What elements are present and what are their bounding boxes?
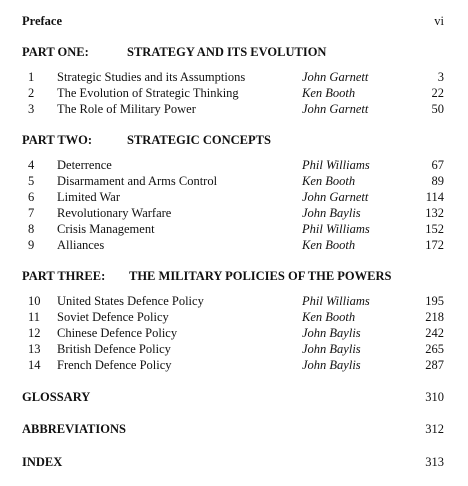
- abbreviations-page: 312: [425, 422, 444, 436]
- chapter-page: 114: [425, 190, 444, 204]
- chapter-number: 13: [28, 342, 41, 356]
- chapter-title: Strategic Studies and its Assumptions: [57, 70, 246, 84]
- chapter-number: 3: [28, 102, 35, 116]
- index-page: 313: [425, 455, 444, 469]
- chapter-title: Crisis Management: [57, 222, 155, 236]
- chapter-page: 242: [425, 326, 444, 340]
- chapter-title: Disarmament and Arms Control: [57, 174, 218, 188]
- chapter-number: 9: [28, 238, 35, 252]
- chapter-page: 132: [425, 206, 444, 220]
- chapter-title: The Evolution of Strategic Thinking: [57, 86, 239, 100]
- chapter-title: Deterrence: [57, 158, 112, 172]
- part-label: PART THREE:: [22, 269, 106, 283]
- chapter-title: Soviet Defence Policy: [57, 310, 169, 324]
- chapter-entry: [22, 293, 444, 309]
- chapter-title: United States Defence Policy: [57, 294, 204, 308]
- chapter-author: Ken Booth: [302, 310, 356, 324]
- chapter-author: Ken Booth: [302, 174, 356, 188]
- part-title: THE MILITARY POLICIES OF THE POWERS: [129, 269, 392, 283]
- part-title: STRATEGY AND ITS EVOLUTION: [127, 45, 327, 59]
- chapter-page: 287: [425, 358, 444, 372]
- index-label: INDEX: [22, 455, 63, 469]
- chapter-page: 195: [425, 294, 444, 308]
- chapter-title: British Defence Policy: [57, 342, 171, 356]
- chapter-number: 11: [28, 310, 41, 324]
- chapter-entry: [22, 101, 444, 117]
- chapter-entry: [22, 309, 444, 325]
- chapter-title: The Role of Military Power: [57, 102, 196, 116]
- abbreviations-label: ABBREVIATIONS: [22, 422, 126, 436]
- chapter-number: 1: [28, 70, 35, 84]
- contents-page: [22, 0, 444, 486]
- chapter-number: 14: [28, 358, 41, 372]
- chapter-author: Phil Williams: [302, 294, 370, 308]
- preface-label: Preface: [22, 14, 63, 28]
- chapter-author: John Baylis: [302, 342, 361, 356]
- glossary-entry: [22, 389, 444, 405]
- chapter-number: 2: [28, 86, 35, 100]
- chapter-entry: [22, 205, 444, 221]
- chapter-entry: [22, 157, 444, 173]
- chapter-number: 6: [28, 190, 35, 204]
- chapter-author: John Baylis: [302, 326, 361, 340]
- index-entry: [22, 454, 444, 470]
- chapter-author: John Garnett: [302, 70, 369, 84]
- chapter-page: 265: [425, 342, 444, 356]
- chapter-title: Revolutionary Warfare: [57, 206, 172, 220]
- chapter-title: Alliances: [57, 238, 105, 252]
- chapter-page: 50: [431, 102, 444, 116]
- chapter-number: 8: [28, 222, 35, 236]
- chapter-number: 5: [28, 174, 35, 188]
- part-heading-two: [22, 132, 444, 148]
- chapter-number: 7: [28, 206, 35, 220]
- chapter-entry: [22, 325, 444, 341]
- chapter-page: 22: [431, 86, 444, 100]
- chapter-page: 152: [425, 222, 444, 236]
- chapter-author: John Garnett: [302, 190, 369, 204]
- chapter-author: John Baylis: [302, 206, 361, 220]
- chapter-author: Ken Booth: [302, 86, 356, 100]
- chapter-author: Phil Williams: [302, 222, 370, 236]
- chapter-entry: [22, 221, 444, 237]
- part-label: PART ONE:: [22, 45, 89, 59]
- part-label: PART TWO:: [22, 133, 93, 147]
- part-heading-one: [22, 44, 444, 60]
- chapter-entry: [22, 85, 444, 101]
- part-title: STRATEGIC CONCEPTS: [127, 133, 271, 147]
- chapter-number: 12: [28, 326, 41, 340]
- chapter-entry: [22, 341, 444, 357]
- glossary-page: 310: [425, 390, 444, 404]
- chapter-author: John Baylis: [302, 358, 361, 372]
- chapter-entry: [22, 189, 444, 205]
- chapter-title: Chinese Defence Policy: [57, 326, 178, 340]
- chapter-title: Limited War: [57, 190, 120, 204]
- chapter-entry: [22, 173, 444, 189]
- chapter-number: 10: [28, 294, 41, 308]
- chapter-entry: [22, 237, 444, 253]
- chapter-entry: [22, 357, 444, 373]
- chapter-page: 89: [431, 174, 444, 188]
- chapter-title: French Defence Policy: [57, 358, 172, 372]
- chapter-entry: [22, 69, 444, 85]
- chapter-page: 3: [437, 70, 444, 84]
- preface-page: vi: [434, 14, 444, 28]
- chapter-author: Phil Williams: [302, 158, 370, 172]
- preface-entry: [22, 13, 444, 29]
- glossary-label: GLOSSARY: [22, 390, 91, 404]
- chapter-author: Ken Booth: [302, 238, 356, 252]
- abbreviations-entry: [22, 421, 444, 437]
- chapter-page: 67: [431, 158, 444, 172]
- chapter-author: John Garnett: [302, 102, 369, 116]
- chapter-number: 4: [28, 158, 35, 172]
- part-heading-three: [22, 268, 444, 284]
- chapter-page: 172: [425, 238, 444, 252]
- chapter-page: 218: [425, 310, 444, 324]
